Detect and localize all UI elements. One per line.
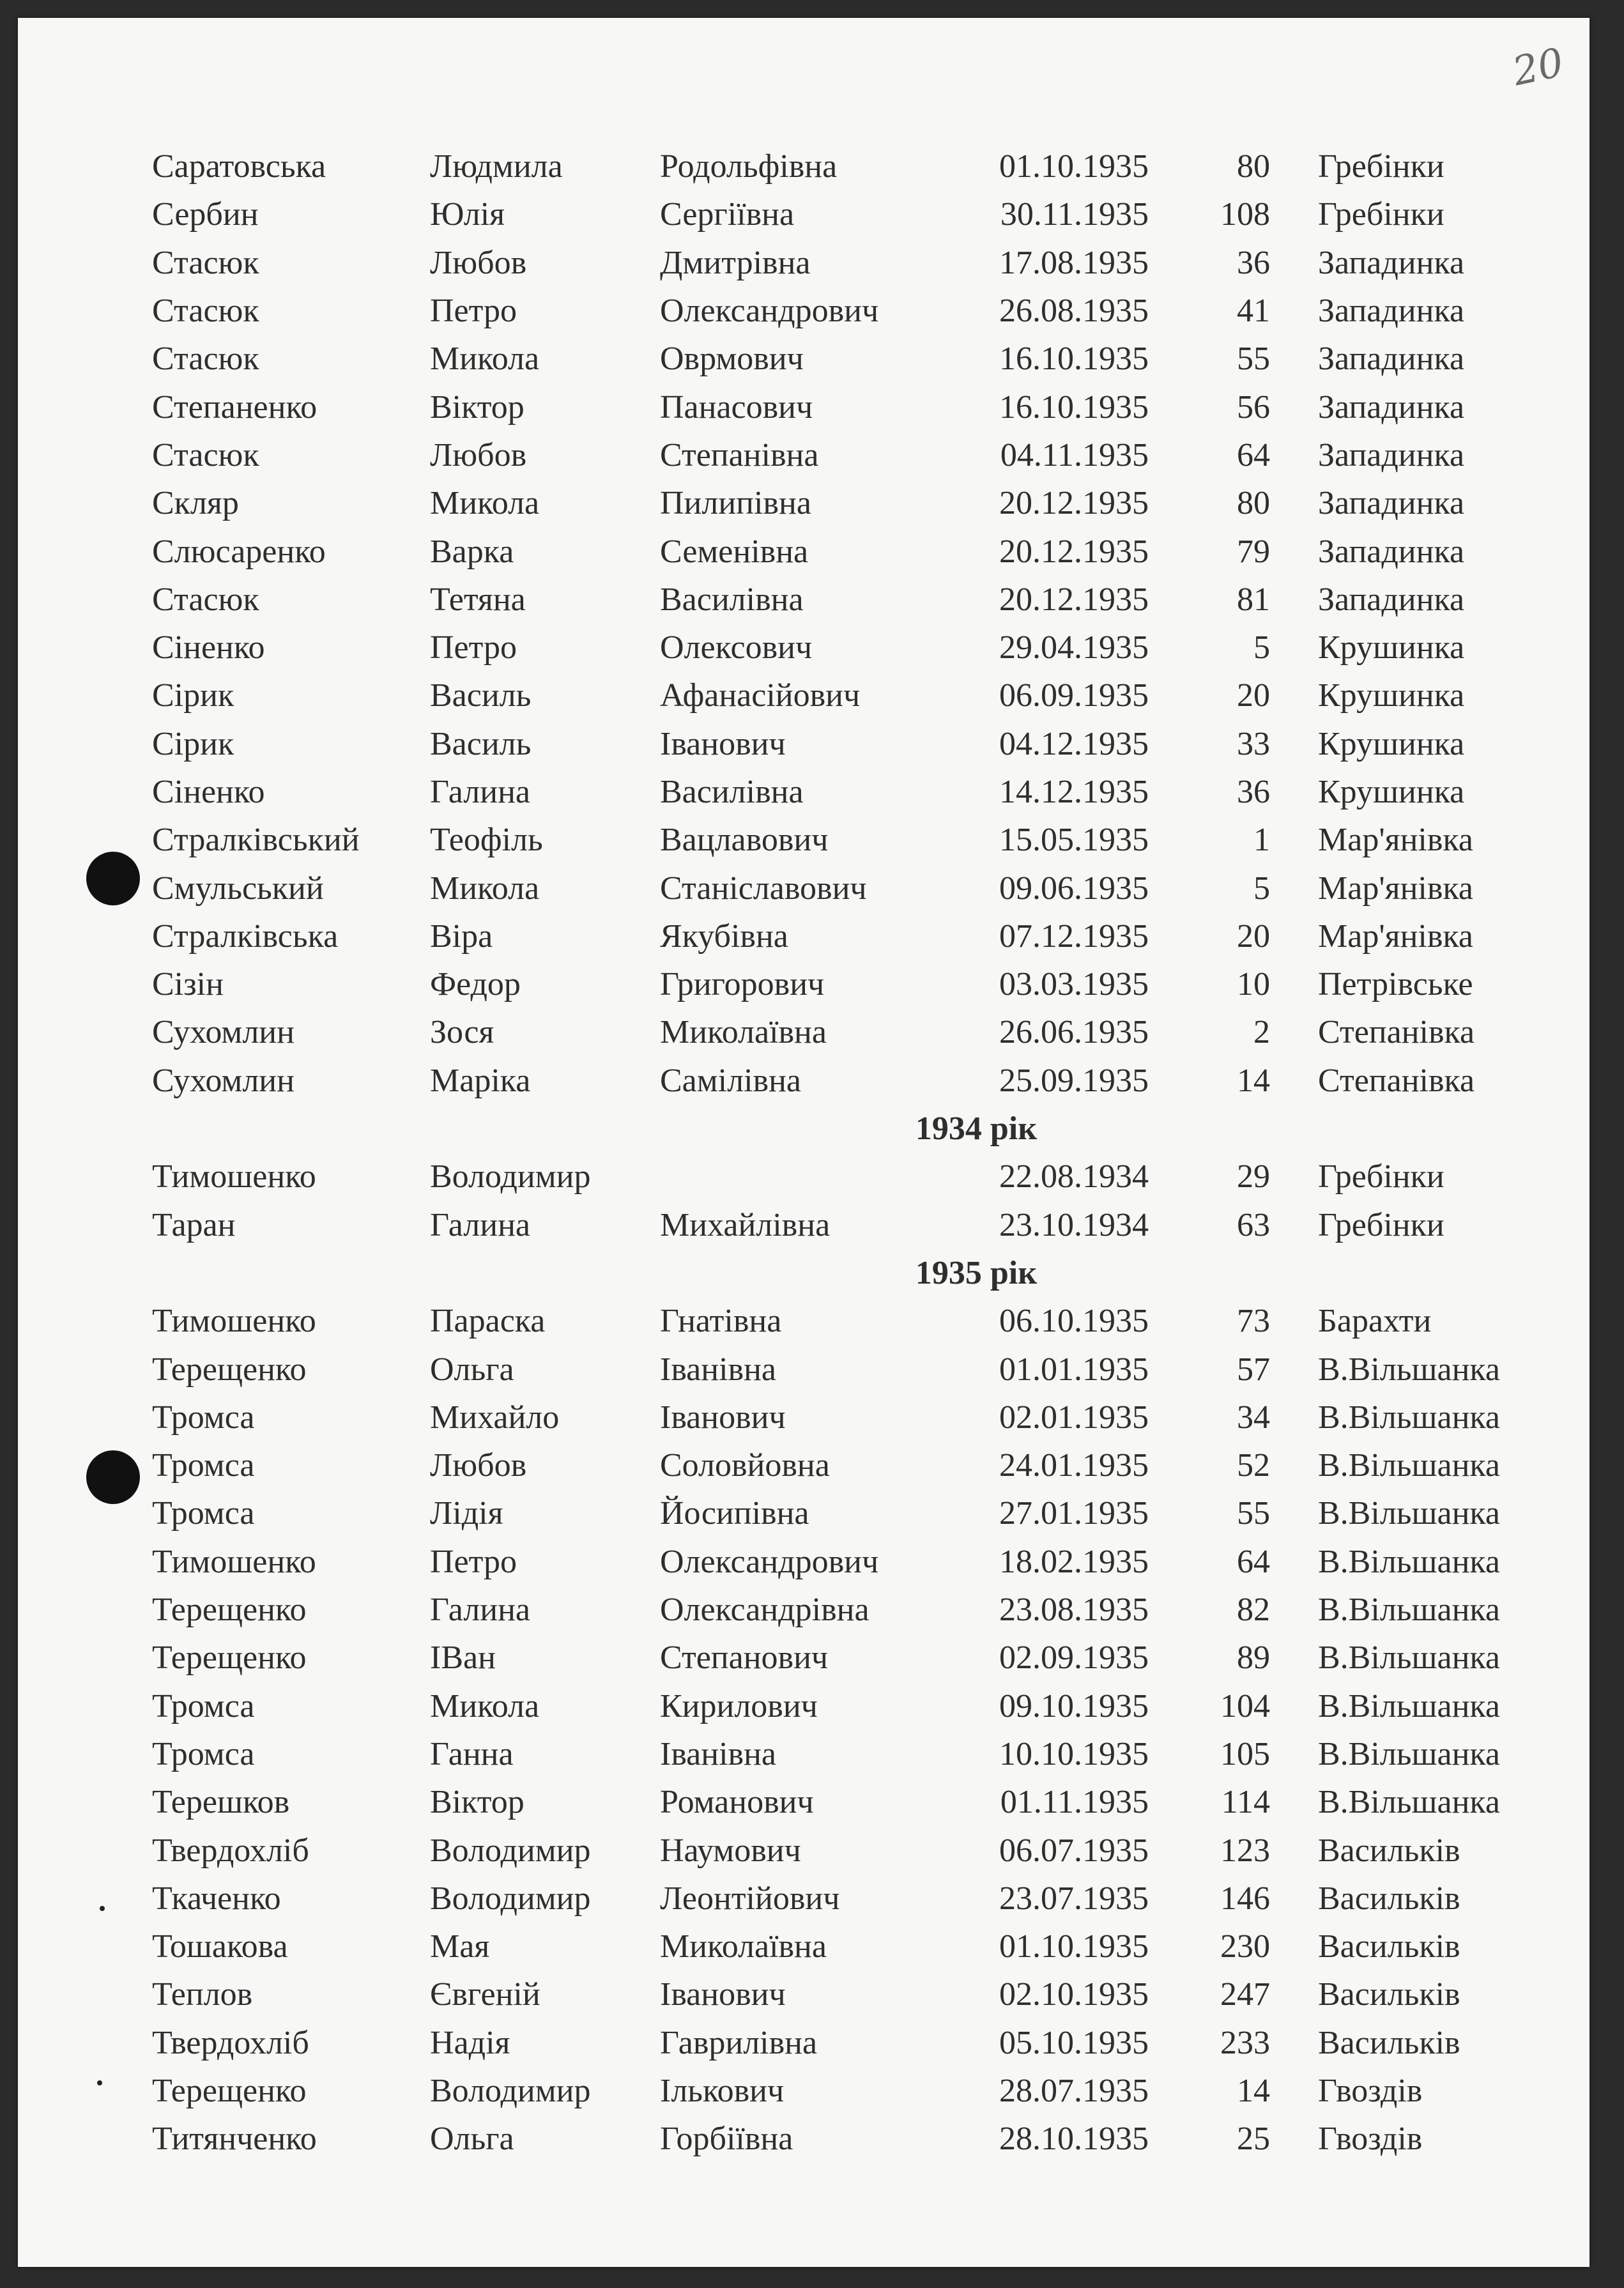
record-number-cell: 41 xyxy=(1237,293,1270,330)
record-number-cell: 89 xyxy=(1237,1639,1270,1677)
table-row xyxy=(152,190,1558,238)
place-cell: Гвоздів xyxy=(1318,2121,1423,2158)
first-name-cell: Маріка xyxy=(430,1062,531,1099)
table-row xyxy=(152,527,1558,575)
table-row xyxy=(152,1489,1558,1537)
record-number-cell: 33 xyxy=(1237,725,1270,762)
patronymic-cell: Дмитрівна xyxy=(660,244,811,281)
date-cell: 03.03.1935 xyxy=(999,966,1149,1003)
patronymic-cell: Панасович xyxy=(660,388,813,426)
table-row xyxy=(152,1057,1558,1105)
date-cell: 09.06.1935 xyxy=(999,870,1149,907)
table-row xyxy=(152,383,1558,431)
surname-cell: Тромса xyxy=(152,1399,255,1436)
surname-cell: Тимошенко xyxy=(152,1303,316,1340)
place-cell: В.Вільшанка xyxy=(1318,1399,1500,1436)
place-cell: Западинка xyxy=(1318,341,1465,378)
place-cell: Западинка xyxy=(1318,293,1465,330)
speck xyxy=(97,2080,102,2085)
date-cell: 06.07.1935 xyxy=(999,1832,1149,1869)
first-name-cell: Євгеній xyxy=(430,1976,540,2013)
first-name-cell: Юлія xyxy=(430,196,505,233)
table-row xyxy=(152,1201,1558,1249)
first-name-cell: Віктор xyxy=(430,388,525,426)
place-cell: Гребінки xyxy=(1318,1158,1444,1195)
first-name-cell: Василь xyxy=(430,725,532,762)
table-row xyxy=(152,1970,1558,2018)
first-name-cell: Зося xyxy=(430,1014,494,1051)
record-number-cell: 233 xyxy=(1220,2024,1270,2061)
table-row xyxy=(152,1826,1558,1874)
patronymic-cell: Леонтійович xyxy=(660,1880,840,1917)
table-row xyxy=(152,335,1558,383)
table-row xyxy=(152,768,1558,816)
records-body xyxy=(152,142,1558,2163)
patronymic-cell: Афанасійович xyxy=(660,677,861,714)
patronymic-cell: Оврмович xyxy=(660,341,804,378)
first-name-cell: Любов xyxy=(430,436,527,473)
surname-cell: Степаненко xyxy=(152,388,318,426)
table-row xyxy=(152,816,1558,864)
surname-cell: Таран xyxy=(152,1206,236,1243)
surname-cell: Сухомлин xyxy=(152,1062,295,1099)
patronymic-cell: Миколаївна xyxy=(660,1014,827,1051)
year-heading: 1934 рік xyxy=(915,1110,1038,1148)
record-number-cell: 63 xyxy=(1237,1206,1270,1243)
patronymic-cell: Іванович xyxy=(660,1976,786,2013)
table-row xyxy=(152,1441,1558,1489)
record-number-cell: 81 xyxy=(1237,581,1270,618)
place-cell: Барахти xyxy=(1318,1303,1432,1340)
surname-cell: Теплов xyxy=(152,1976,253,2013)
date-cell: 20.12.1935 xyxy=(999,581,1149,618)
table-row xyxy=(152,1923,1558,1970)
surname-cell: Твердохліб xyxy=(152,1832,309,1869)
table-row xyxy=(152,1586,1558,1634)
place-cell: Гребінки xyxy=(1318,196,1444,233)
date-cell: 02.10.1935 xyxy=(999,1976,1149,2013)
table-row xyxy=(152,431,1558,479)
record-number-cell: 64 xyxy=(1237,1543,1270,1580)
place-cell: Васильків xyxy=(1318,1976,1460,2013)
place-cell: В.Вільшанка xyxy=(1318,1735,1500,1772)
date-cell: 06.10.1935 xyxy=(999,1303,1149,1340)
date-cell: 02.09.1935 xyxy=(999,1639,1149,1677)
place-cell: В.Вільшанка xyxy=(1318,1592,1500,1629)
surname-cell: Стасюк xyxy=(152,581,259,618)
surname-cell: Тромса xyxy=(152,1687,255,1724)
surname-cell: Сіненко xyxy=(152,774,265,810)
handwritten-page-number: 20 xyxy=(1508,38,1568,95)
table-row xyxy=(152,1538,1558,1586)
patronymic-cell: Іванович xyxy=(660,1399,786,1436)
patronymic-cell: Горбіївна xyxy=(660,2121,793,2158)
surname-cell: Титянченко xyxy=(152,2121,317,2158)
first-name-cell: Ольга xyxy=(430,1351,514,1388)
first-name-cell: Мая xyxy=(430,1928,490,1965)
surname-cell: Сухомлин xyxy=(152,1014,295,1051)
place-cell: Западинка xyxy=(1318,436,1465,473)
records-table xyxy=(152,142,1558,2163)
patronymic-cell xyxy=(660,1153,976,1201)
record-number-cell: 114 xyxy=(1221,1784,1270,1821)
first-name-cell: Надія xyxy=(430,2024,510,2061)
first-name-cell: Федор xyxy=(430,966,521,1003)
patronymic-cell: Семенівна xyxy=(660,533,809,570)
surname-cell: Терещенко xyxy=(152,1592,307,1629)
first-name-cell: Микола xyxy=(430,485,540,522)
year-heading-row xyxy=(152,1249,1558,1297)
record-number-cell: 5 xyxy=(1253,870,1270,907)
date-cell: 16.10.1935 xyxy=(999,388,1149,426)
first-name-cell: Людмила xyxy=(430,148,563,185)
date-cell: 15.05.1935 xyxy=(999,822,1149,859)
patronymic-cell: Сергіївна xyxy=(660,196,795,233)
surname-cell: Терещенко xyxy=(152,2073,307,2110)
place-cell: В.Вільшанка xyxy=(1318,1687,1500,1724)
date-cell: 22.08.1934 xyxy=(999,1158,1149,1195)
first-name-cell: Любов xyxy=(430,244,527,281)
patronymic-cell: Василівна xyxy=(660,581,804,618)
place-cell: Степанівка xyxy=(1318,1062,1475,1099)
place-cell: Петрівське xyxy=(1318,966,1473,1003)
table-row xyxy=(152,2019,1558,2067)
record-number-cell: 14 xyxy=(1237,2073,1270,2110)
patronymic-cell: Олександрівна xyxy=(660,1592,869,1629)
table-row xyxy=(152,1875,1558,1923)
place-cell: В.Вільшанка xyxy=(1318,1784,1500,1821)
patronymic-cell: Михайлівна xyxy=(660,1206,831,1243)
table-row xyxy=(152,1682,1558,1730)
record-number-cell: 25 xyxy=(1237,2121,1270,2158)
record-number-cell: 79 xyxy=(1237,533,1270,570)
first-name-cell: Лідія xyxy=(430,1495,503,1532)
surname-cell: Стасюк xyxy=(152,341,259,378)
date-cell: 10.10.1935 xyxy=(999,1735,1149,1772)
speck xyxy=(100,1906,105,1911)
date-cell: 26.06.1935 xyxy=(999,1014,1149,1051)
surname-cell: Слюсаренко xyxy=(152,533,326,570)
first-name-cell: Віктор xyxy=(430,1784,525,1821)
surname-cell: Стасюк xyxy=(152,436,259,473)
date-cell: 02.01.1935 xyxy=(999,1399,1149,1436)
patronymic-cell: Олексович xyxy=(660,629,813,666)
patronymic-cell: Родольфівна xyxy=(660,148,838,185)
patronymic-cell: Григорович xyxy=(660,966,825,1003)
date-cell: 18.02.1935 xyxy=(999,1543,1149,1580)
patronymic-cell: Самілівна xyxy=(660,1062,801,1099)
date-cell: 05.10.1935 xyxy=(999,2024,1149,2061)
date-cell: 28.10.1935 xyxy=(999,2121,1149,2158)
first-name-cell: Володимир xyxy=(430,1880,591,1917)
surname-cell: Тромса xyxy=(152,1735,255,1772)
surname-cell: Сірик xyxy=(152,725,234,762)
year-heading-row xyxy=(152,1105,1558,1153)
punch-hole xyxy=(86,1450,140,1504)
patronymic-cell: Степанівна xyxy=(660,436,819,473)
place-cell: Мар'янівка xyxy=(1318,822,1473,859)
table-row xyxy=(152,1634,1558,1682)
patronymic-cell: Олександрович xyxy=(660,1543,879,1580)
record-number-cell: 73 xyxy=(1237,1303,1270,1340)
surname-cell: Сізін xyxy=(152,966,224,1003)
table-row xyxy=(152,1394,1558,1441)
table-row xyxy=(152,1153,1558,1201)
first-name-cell: Микола xyxy=(430,341,540,378)
first-name-cell: Віра xyxy=(430,918,493,955)
date-cell: 20.12.1935 xyxy=(999,533,1149,570)
table-row xyxy=(152,2115,1558,2163)
first-name-cell: Михайло xyxy=(430,1399,560,1436)
record-number-cell: 55 xyxy=(1237,1495,1270,1532)
date-cell: 06.09.1935 xyxy=(999,677,1149,714)
surname-cell: Стралківський xyxy=(152,822,360,859)
date-cell: 30.11.1935 xyxy=(1000,196,1149,233)
place-cell: Гвоздів xyxy=(1318,2073,1423,2110)
table-row xyxy=(152,1730,1558,1778)
patronymic-cell: Миколаївна xyxy=(660,1928,827,1965)
first-name-cell: Володимир xyxy=(430,1832,591,1869)
record-number-cell: 123 xyxy=(1220,1832,1270,1869)
date-cell: 14.12.1935 xyxy=(999,774,1149,810)
date-cell: 16.10.1935 xyxy=(999,341,1149,378)
record-number-cell: 80 xyxy=(1237,148,1270,185)
place-cell: Мар'янівка xyxy=(1318,918,1473,955)
patronymic-cell: Йосипівна xyxy=(660,1495,809,1532)
record-number-cell: 20 xyxy=(1237,677,1270,714)
patronymic-cell: Іванович xyxy=(660,725,786,762)
date-cell: 28.07.1935 xyxy=(999,2073,1149,2110)
surname-cell: Ткаченко xyxy=(152,1880,281,1917)
surname-cell: Тромса xyxy=(152,1447,255,1484)
place-cell: Крушинка xyxy=(1318,629,1465,666)
first-name-cell: Ганна xyxy=(430,1735,514,1772)
place-cell: Гребінки xyxy=(1318,1206,1444,1243)
record-number-cell: 108 xyxy=(1220,196,1270,233)
first-name-cell: Галина xyxy=(430,1206,530,1243)
place-cell: Гребінки xyxy=(1318,148,1444,185)
table-row xyxy=(152,912,1558,960)
patronymic-cell: Якубівна xyxy=(660,918,788,955)
surname-cell: Тимошенко xyxy=(152,1158,316,1195)
patronymic-cell: Наумович xyxy=(660,1832,801,1869)
record-number-cell: 20 xyxy=(1237,918,1270,955)
patronymic-cell: Пилипівна xyxy=(660,485,811,522)
place-cell: Васильків xyxy=(1318,1928,1460,1965)
record-number-cell: 82 xyxy=(1237,1592,1270,1629)
record-number-cell: 105 xyxy=(1220,1735,1270,1772)
date-cell: 24.01.1935 xyxy=(999,1447,1149,1484)
date-cell: 20.12.1935 xyxy=(999,485,1149,522)
date-cell: 09.10.1935 xyxy=(999,1687,1149,1724)
document-page xyxy=(18,18,1590,2267)
place-cell: В.Вільшанка xyxy=(1318,1447,1500,1484)
surname-cell: Терещенко xyxy=(152,1351,307,1388)
first-name-cell: Варка xyxy=(430,533,514,570)
place-cell: Крушинка xyxy=(1318,774,1465,810)
place-cell: В.Вільшанка xyxy=(1318,1543,1500,1580)
surname-cell: Скляр xyxy=(152,485,239,522)
date-cell: 07.12.1935 xyxy=(999,918,1149,955)
record-number-cell: 36 xyxy=(1237,774,1270,810)
place-cell: Западинка xyxy=(1318,388,1465,426)
place-cell: Западинка xyxy=(1318,581,1465,618)
date-cell: 25.09.1935 xyxy=(999,1062,1149,1099)
place-cell: Западинка xyxy=(1318,244,1465,281)
year-heading: 1935 рік xyxy=(915,1254,1038,1291)
patronymic-cell: Ількович xyxy=(660,2073,785,2110)
surname-cell: Сірик xyxy=(152,677,234,714)
record-number-cell: 52 xyxy=(1237,1447,1270,1484)
record-number-cell: 29 xyxy=(1237,1158,1270,1195)
date-cell: 23.10.1934 xyxy=(999,1206,1149,1243)
place-cell: Васильків xyxy=(1318,2024,1460,2061)
surname-cell: Смульський xyxy=(152,870,324,907)
punch-hole xyxy=(86,852,140,905)
patronymic-cell: Вацлавович xyxy=(660,822,829,859)
place-cell: Васильків xyxy=(1318,1832,1460,1869)
first-name-cell: Володимир xyxy=(430,1158,591,1195)
record-number-cell: 64 xyxy=(1237,436,1270,473)
record-number-cell: 55 xyxy=(1237,341,1270,378)
first-name-cell: Ольга xyxy=(430,2121,514,2158)
date-cell: 17.08.1935 xyxy=(999,244,1149,281)
table-row xyxy=(152,720,1558,768)
patronymic-cell: Станіславович xyxy=(660,870,867,907)
table-row xyxy=(152,2067,1558,2115)
place-cell: Западинка xyxy=(1318,533,1465,570)
place-cell: В.Вільшанка xyxy=(1318,1639,1500,1677)
record-number-cell: 80 xyxy=(1237,485,1270,522)
date-cell: 23.08.1935 xyxy=(999,1592,1149,1629)
place-cell: Крушинка xyxy=(1318,725,1465,762)
patronymic-cell: Гнатівна xyxy=(660,1303,782,1340)
record-number-cell: 34 xyxy=(1237,1399,1270,1436)
table-row xyxy=(152,624,1558,672)
first-name-cell: Параска xyxy=(430,1303,546,1340)
surname-cell: Терещенко xyxy=(152,1639,307,1677)
surname-cell: Стасюк xyxy=(152,293,259,330)
table-row xyxy=(152,960,1558,1008)
first-name-cell: Петро xyxy=(430,293,517,330)
table-row xyxy=(152,239,1558,287)
table-row xyxy=(152,576,1558,624)
place-cell: Степанівка xyxy=(1318,1014,1475,1051)
first-name-cell: Любов xyxy=(430,1447,527,1484)
date-cell: 27.01.1935 xyxy=(999,1495,1149,1532)
table-row xyxy=(152,287,1558,335)
first-name-cell: Галина xyxy=(430,1592,530,1629)
record-number-cell: 1 xyxy=(1253,822,1270,859)
place-cell: Васильків xyxy=(1318,1880,1460,1917)
date-cell: 01.11.1935 xyxy=(1000,1784,1149,1821)
date-cell: 26.08.1935 xyxy=(999,293,1149,330)
record-number-cell: 5 xyxy=(1253,629,1270,666)
table-row xyxy=(152,1008,1558,1056)
record-number-cell: 14 xyxy=(1237,1062,1270,1099)
first-name-cell: Петро xyxy=(430,629,517,666)
first-name-cell: Галина xyxy=(430,774,530,810)
surname-cell: Тошакова xyxy=(152,1928,288,1965)
place-cell: Мар'янівка xyxy=(1318,870,1473,907)
record-number-cell: 2 xyxy=(1253,1014,1270,1051)
patronymic-cell: Василівна xyxy=(660,774,804,810)
date-cell: 01.10.1935 xyxy=(999,148,1149,185)
patronymic-cell: Кирилович xyxy=(660,1687,818,1724)
table-row xyxy=(152,1345,1558,1393)
first-name-cell: Микола xyxy=(430,1687,540,1724)
surname-cell: Твердохліб xyxy=(152,2024,309,2061)
date-cell: 29.04.1935 xyxy=(999,629,1149,666)
table-row xyxy=(152,142,1558,190)
table-row xyxy=(152,864,1558,912)
table-row xyxy=(152,672,1558,719)
surname-cell: Терешков xyxy=(152,1784,290,1821)
place-cell: Западинка xyxy=(1318,485,1465,522)
table-row xyxy=(152,479,1558,527)
record-number-cell: 36 xyxy=(1237,244,1270,281)
surname-cell: Саратовська xyxy=(152,148,326,185)
first-name-cell: Василь xyxy=(430,677,532,714)
date-cell: 01.10.1935 xyxy=(999,1928,1149,1965)
record-number-cell: 10 xyxy=(1237,966,1270,1003)
patronymic-cell: Соловйовна xyxy=(660,1447,830,1484)
surname-cell: Сербин xyxy=(152,196,259,233)
record-number-cell: 104 xyxy=(1220,1687,1270,1724)
first-name-cell: Микола xyxy=(430,870,540,907)
patronymic-cell: Степанович xyxy=(660,1639,829,1677)
patronymic-cell: Олександрович xyxy=(660,293,879,330)
record-number-cell: 247 xyxy=(1220,1976,1270,2013)
patronymic-cell: Романович xyxy=(660,1784,814,1821)
record-number-cell: 146 xyxy=(1220,1880,1270,1917)
patronymic-cell: Іванівна xyxy=(660,1351,776,1388)
record-number-cell: 230 xyxy=(1220,1928,1270,1965)
place-cell: В.Вільшанка xyxy=(1318,1351,1500,1388)
date-cell: 04.11.1935 xyxy=(1000,436,1149,473)
first-name-cell: ІВан xyxy=(430,1639,496,1677)
surname-cell: Сіненко xyxy=(152,629,265,666)
place-cell: В.Вільшанка xyxy=(1318,1495,1500,1532)
surname-cell: Тимошенко xyxy=(152,1543,316,1580)
first-name-cell: Петро xyxy=(430,1543,517,1580)
table-row xyxy=(152,1778,1558,1826)
patronymic-cell: Гаврилівна xyxy=(660,2024,818,2061)
date-cell: 23.07.1935 xyxy=(999,1880,1149,1917)
table-row xyxy=(152,1297,1558,1345)
surname-cell: Стасюк xyxy=(152,244,259,281)
first-name-cell: Володимир xyxy=(430,2073,591,2110)
patronymic-cell: Іванівна xyxy=(660,1735,776,1772)
date-cell: 01.01.1935 xyxy=(999,1351,1149,1388)
record-number-cell: 56 xyxy=(1237,388,1270,426)
surname-cell: Тромса xyxy=(152,1495,255,1532)
date-cell: 04.12.1935 xyxy=(999,725,1149,762)
first-name-cell: Тетяна xyxy=(430,581,526,618)
first-name-cell: Теофіль xyxy=(430,822,543,859)
place-cell: Крушинка xyxy=(1318,677,1465,714)
surname-cell: Стралківська xyxy=(152,918,339,955)
record-number-cell: 57 xyxy=(1237,1351,1270,1388)
